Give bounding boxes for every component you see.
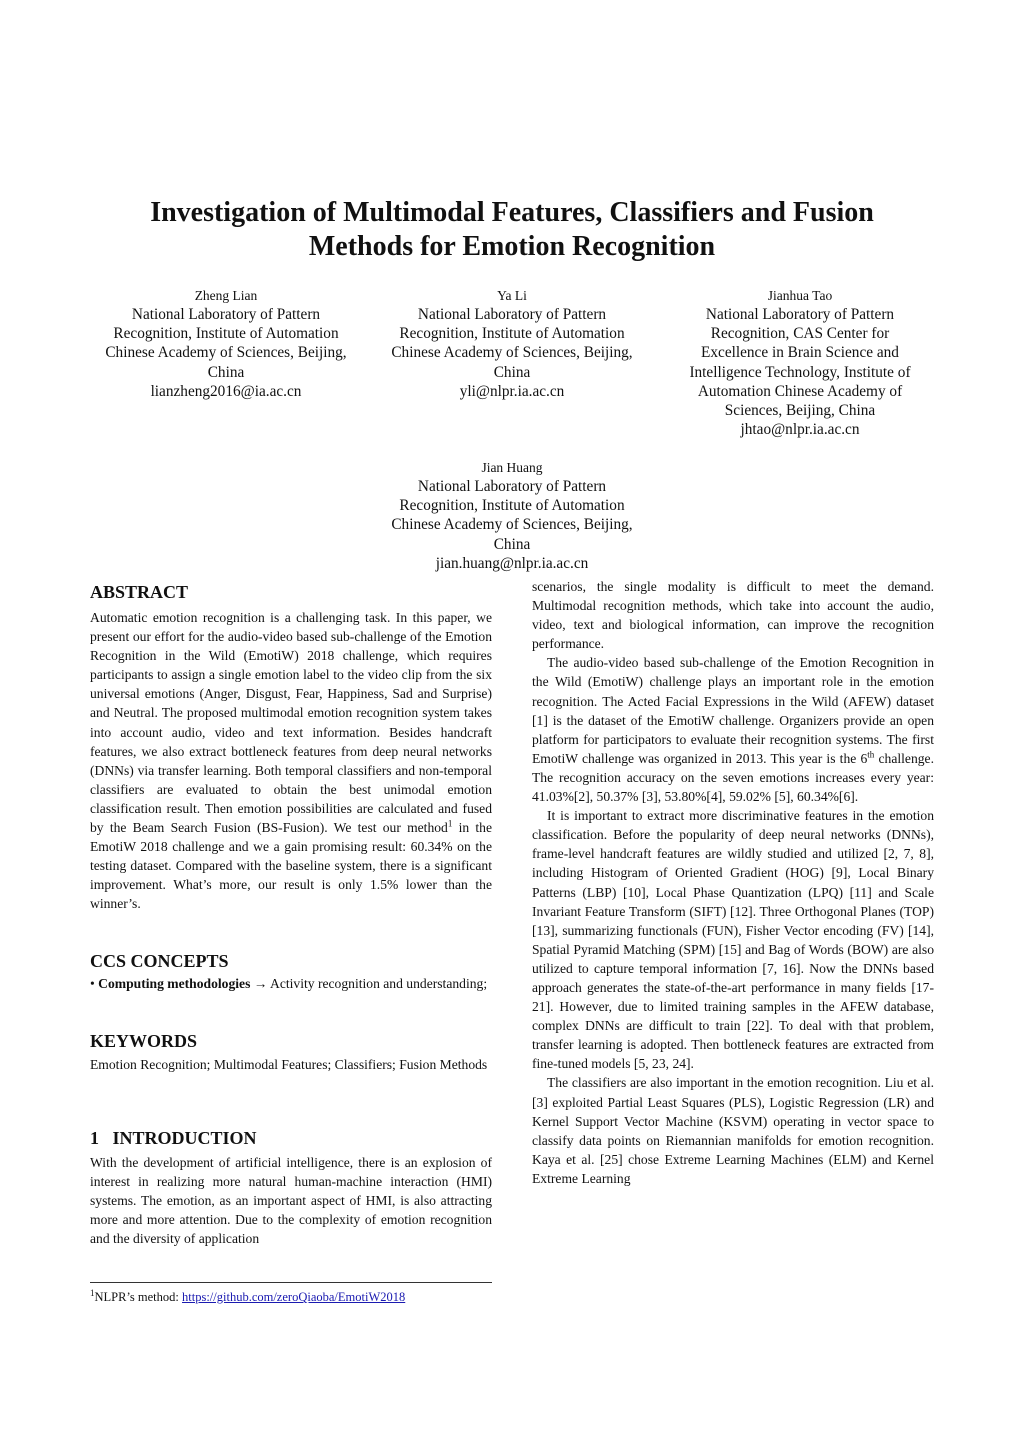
affiliation-line: Recognition, Institute of Automation [113,325,339,343]
title-line-1: Investigation of Multimodal Features, Classifiers and Fusion [150,197,874,228]
abstract-body [90,608,492,914]
paragraph-text: The audio-video based sub-challenge of the Emotion Recognition in the Wild (EmotiW) challenge plays an important role in the emotion recognition. The Acted Facial Expressions in the Wild (AFEW) dataset [1] is the dataset of the EmotiW challenge. Organizers provide an open platform for participators to evaluate their recognition systems. The first EmotiW challenge was organized in 2013. This year is the 6 [532,655,934,766]
footnote-label: NLPR’s method: [94,1290,183,1304]
abstract-heading: ABSTRACT [90,582,189,602]
ccs-category: Computing methodologies [98,976,251,991]
author-name: Ya Li [497,288,527,303]
affiliation-line: Automation Chinese Academy of [697,382,903,400]
affiliation-line: National Laboratory of Pattern [705,306,895,323]
ccs-concept [90,974,492,993]
affiliation-line: Chinese Academy of Sciences, Beijing, [391,516,633,534]
ccs-heading: CCS CONCEPTS [90,951,229,971]
author-block-4 [372,458,652,573]
abstract-text-1: Automatic emotion recognition is a challenging task. In this paper, we present our effort for the audio-video based sub-challenge of the Emotion Recognition in the Wild (EmotiW) 2018 challenge, which requires participants to assign a single emotion label to the video clip from the six universal emotions (Anger, Disgust, Fear, Happiness, Sad and Surprise) and Neutral. The proposed multimodal emotion recognition system takes into account audio, video and text information. Besides handcraft features, we also extract bottleneck features from deep neural networks (DNNs) via transfer learning. Both temporal classifiers and non-temporal classifiers are evaluated to obtain the best unimodal emotion classification result. Then emotion possibilities are calculated and fused by the Beam Search Fusion (BS-Fusion). We test our method [90,610,492,836]
arrow-icon: → [253,976,268,991]
github-link[interactable]: https://github.com/zeroQiaoba/EmotiW2018 [182,1290,406,1304]
ordinal-suffix: th [867,749,875,760]
author-name: Zheng Lian [194,288,258,303]
footnote-divider [90,1282,492,1283]
affiliation-line: National Laboratory of Pattern [131,306,321,323]
keywords-heading: KEYWORDS [90,1031,198,1051]
ccs-subject: Activity recognition and understanding; [270,976,488,991]
introduction-paragraph: It is important to extract more discriminative features in the emotion classification. Before the popularity of deep neural networks (DNNs), frame-level handcraft features are wildly studied and utilized [2, 7, 8], including Histogram of Oriented Gradient (HOG) [9], Local Binary Patterns (LBP) [10], Local Phase Quantization (LPQ) [11] and Scale Invariant Feature Transform (SIFT) [12]. Three Orthogonal Planes (TOP) [13], summarizing functionals (FUN), Fisher Vector encoding (FV) [14], Spatial Pyramid Matching (SPM) [15] and Bag of Words (BOW) are also utilized to capture temporal information [7, 16]. Now the DNNs based approach generates the state-of-the-art performance in many fields [17-21]. However, due to limited training samples in the AFEW database, complex DNNs are difficult to train [22]. To deal with that problem, transfer learning is adopted. Then bottleneck features are extracted from fine-tuned models [5, 23, 24]. [532,808,934,1072]
footnote [90,1289,405,1305]
affiliation-line: Chinese Academy of Sciences, Beijing, [105,344,347,362]
abstract-text-2: in the EmotiW 2018 challenge and we a gain promising result: 60.34% on the testing dataset. Compared with the baseline system, there is a significant improvement. What’s more, our result is only 1.5% lower than the winner’s. [90,820,492,912]
affiliation-line: China [493,535,531,553]
affiliation-line: National Laboratory of Pattern [417,306,607,323]
introduction-paragraph: With the development of artificial intelligence, there is an explosion of interest in realizing more natural human-machine interaction (HMI) systems. The emotion, as an important aspect of HMI, is also attracting more and more attention. Due to the complexity of emotion recognition and the diversity of application [90,1155,492,1247]
introduction-left-body [90,1153,492,1248]
introduction-paragraph: The classifiers are also important in the emotion recognition. Liu et al. [3] exploited Partial Least Squares (PLS), Logistic Regression (LR) and Kernel Support Vector Machine (KSVM) operating in vector space to classify data points on Riemannian manifolds for emotion recognition. Kaya et al. [25] chose Extreme Learning Machines (ELM) and Kernel Extreme Learning [532,1075,934,1186]
author-email: lianzheng2016@ia.ac.cn [150,382,302,400]
introduction-paragraph [532,653,934,806]
author-email: yli@nlpr.ia.ac.cn [459,382,565,400]
author-email: jian.huang@nlpr.ia.ac.cn [435,554,589,572]
affiliation-line: China [207,363,245,381]
author-block-1 [86,286,366,401]
author-block-2 [372,286,652,401]
affiliation-line: Recognition, CAS Center for [710,325,890,343]
footnote-marker: 1 [447,818,453,829]
author-name: Jianhua Tao [767,288,833,303]
affiliation-line: Sciences, Beijing, China [724,402,876,420]
section-number: 1 [90,1128,99,1148]
affiliation-line: Intelligence Technology, Institute of [689,363,911,381]
author-email: jhtao@nlpr.ia.ac.cn [740,421,860,439]
affiliation-line: Recognition, Institute of Automation [399,497,625,515]
paragraph-text: challenge. The recognition accuracy on the seven emotions increases every year: 41.03%[2], 50.37% [3], 53.80%[4], 59.02% [5], 60.34%[6]. [532,750,934,805]
introduction-heading [90,1127,257,1149]
affiliation-line: National Laboratory of Pattern [417,478,607,495]
ccs-body [90,974,492,993]
introduction-paragraph: scenarios, the single modality is difficult to meet the demand. Multimodal recognition methods, which take into account the audio, video, text and biological information, can improve the recognition performance. [532,579,934,652]
affiliation-line: Excellence in Brain Science and [701,344,899,362]
footnote-marker: 1 [90,1287,95,1298]
affiliation-line: Chinese Academy of Sciences, Beijing, [391,344,633,362]
introduction-right-body [532,577,934,1188]
affiliation-line: China [493,363,531,381]
author-block-3 [660,286,940,439]
title-line-2: Methods for Emotion Recognition [308,231,716,262]
paper-title [80,196,944,264]
abstract-paragraph [90,608,492,914]
affiliation-line: Recognition, Institute of Automation [399,325,625,343]
author-name: Jian Huang [481,460,543,475]
bullet-icon: • [90,976,95,991]
keywords-body [90,1055,492,1074]
section-title: INTRODUCTION [112,1128,257,1148]
keywords-text: Emotion Recognition; Multimodal Features; Classifiers; Fusion Methods [90,1057,488,1072]
